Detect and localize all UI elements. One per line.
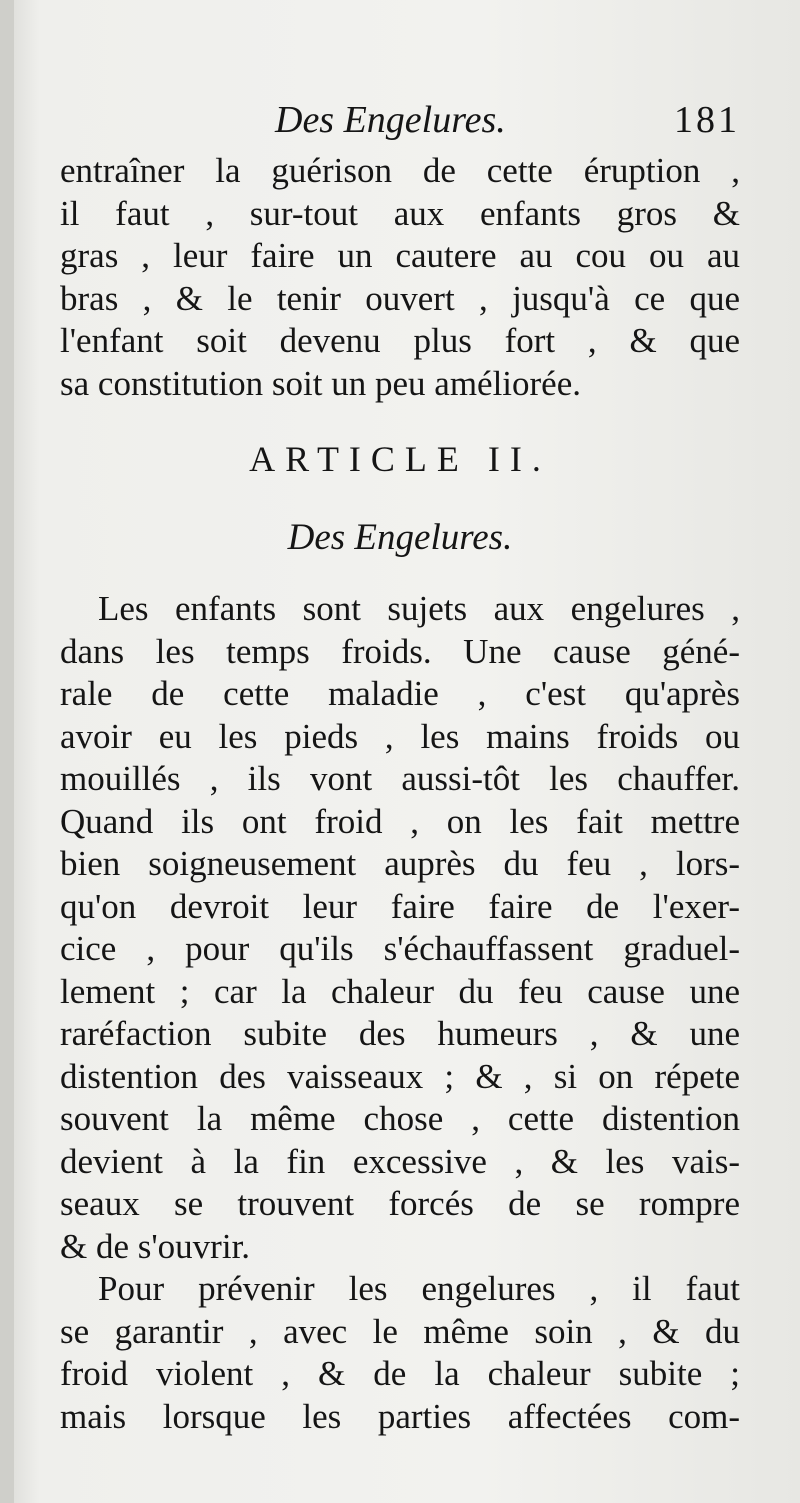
- running-title: Des Engelures.: [275, 99, 506, 141]
- page-number: 181: [674, 99, 740, 141]
- text-line: lement ; car la chaleur du feu cause une: [60, 971, 740, 1011]
- text-line: il faut , sur-tout aux enfants gros &: [60, 193, 740, 233]
- text-line: gras , leur faire un cautere au cou ou au: [60, 236, 740, 275]
- article-heading: ARTICLE II.: [249, 439, 551, 479]
- text-line: l'enfant soit devenu plus fort , & que: [60, 321, 740, 360]
- paragraph-engelures-prevention: [60, 1268, 740, 1438]
- text-line: entraîner la guérison de cette éruption ,: [60, 151, 740, 190]
- text-line: raréfaction subite des humeurs , & une: [60, 1014, 740, 1053]
- text-line: bien soigneusement auprès du feu , lors-: [60, 844, 740, 883]
- text-line: distention des vaisseaux ; & , si on répete: [60, 1056, 740, 1096]
- text-line: se garantir , avec le même soin , & du: [60, 1311, 740, 1351]
- text-line: cice , pour qu'ils s'échauffassent graduel-: [60, 929, 740, 968]
- text-line: mais lorsque les parties affectées com-: [60, 1396, 740, 1436]
- page-gutter: [0, 0, 14, 1503]
- page-header: [60, 98, 750, 158]
- section-title: Des Engelures.: [287, 517, 513, 558]
- text-line: souvent la même chose , cette distention: [60, 1099, 740, 1138]
- paragraph-continued: [60, 150, 740, 405]
- text-line: devient à la fin excessive , & les vais-: [60, 1141, 740, 1181]
- text-line: qu'on devroit leur faire faire de l'exer-: [60, 886, 740, 926]
- text-line: Quand ils ont froid , on les fait mettre: [60, 801, 740, 841]
- text-line: Les enfants sont sujets aux engelures ,: [98, 589, 740, 628]
- text-line: Pour prévenir les engelures , il faut: [98, 1269, 740, 1308]
- text-line: froid violent , & de la chaleur subite ;: [60, 1354, 740, 1393]
- text-line: sa constitution soit un peu améliorée.: [60, 363, 582, 403]
- text-line: & de s'ouvrir.: [60, 1226, 251, 1266]
- paragraph-engelures-causes: [60, 588, 740, 1268]
- text-line: seaux se trouvent forcés de se rompre: [60, 1184, 740, 1223]
- text-line: rale de cette maladie , c'est qu'après: [60, 674, 740, 713]
- text-line: mouillés , ils vont aussi-tôt les chauffer.: [60, 759, 740, 798]
- text-line: bras , & le tenir ouvert , jusqu'à ce que: [60, 278, 740, 318]
- text-line: dans les temps froids. Une cause géné-: [60, 631, 740, 671]
- text-line: avoir eu les pieds , les mains froids ou: [60, 716, 740, 756]
